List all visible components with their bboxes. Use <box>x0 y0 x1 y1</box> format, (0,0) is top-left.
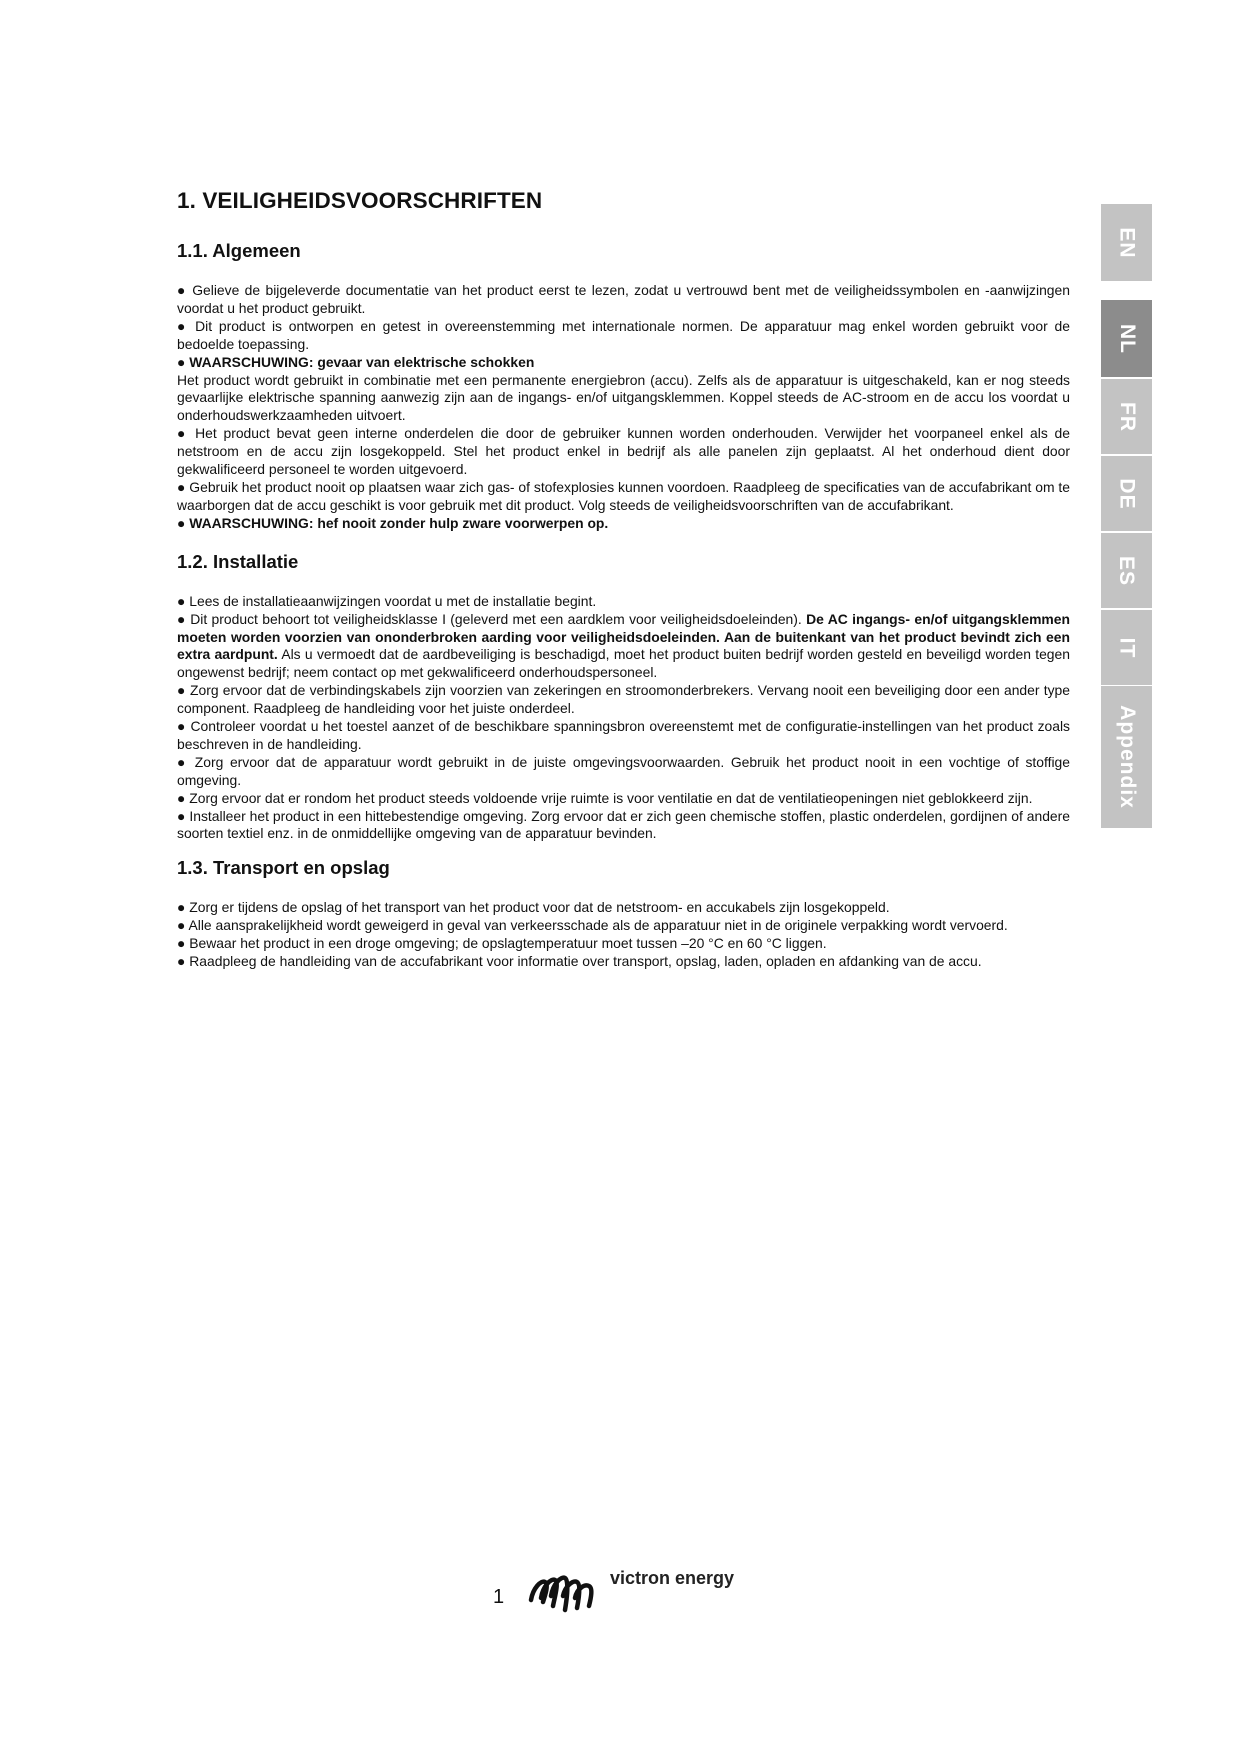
tab-label: Appendix <box>1115 705 1139 809</box>
sections <box>177 240 1070 971</box>
text: ● Dit product is ontworpen en getest in overeenstemming met internationale normen. De apparatuur mag enkel worden gebruikt voor de bedoelde toepassing. <box>177 317 1070 352</box>
paragraph <box>177 354 1070 372</box>
text: ● Bewaar het product in een droge omgeving; de opslagtemperatuur moet tussen –20 °C en 60 °C liggen. <box>177 935 827 952</box>
text: ● Raadpleeg de handleiding van de accufabrikant voor informatie over transport, opslag, laden, opladen en afdanking van de accu. <box>177 953 982 970</box>
tab-label: EN <box>1115 226 1139 259</box>
paragraph <box>177 611 1070 683</box>
text: ● Zorg er tijdens de opslag of het transport van het product voor dat de netstroom- en accukabels zijn losgekoppeld. <box>177 899 890 916</box>
paragraph <box>177 718 1070 754</box>
victron-logo-icon <box>525 1566 605 1616</box>
section <box>177 551 1070 844</box>
text: ● Het product bevat geen interne onderdelen die door de gebruiker kunnen worden onderhouden. Verwijder het voorpaneel enkel als de netstroom en de accu zijn losgekoppeld. Stel het product enkel in bedrijf als alle panelen zijn geplaatst. Al het onderhoud dient door gekwalificeerd personeel te worden uitgevoerd. <box>177 425 1070 478</box>
tab-label: NL <box>1115 323 1139 354</box>
paragraph <box>177 425 1070 479</box>
text: ● Installeer het product in een hittebestendige omgeving. Zorg ervoor dat er zich geen chemische stoffen, plastic onderdelen, gordijnen of andere soorten textiel enz. in de onmiddellijke omgeving van de apparatuur bevinden. <box>177 807 1070 842</box>
paragraph <box>177 318 1070 354</box>
tab-es[interactable] <box>1101 533 1152 608</box>
text: ● Lees de installatieaanwijzingen voordat u met de installatie begint. <box>177 592 597 609</box>
paragraph <box>177 282 1070 318</box>
paragraph <box>177 479 1070 515</box>
paragraph <box>177 593 1070 611</box>
section-heading: 1.2. Installatie <box>177 550 299 572</box>
text: ● Zorg ervoor dat de apparatuur wordt gebruikt in de juiste omgevingsvoorwaarden. Gebruik het product nooit in een vochtige of stoffige omgeving. <box>177 753 1070 788</box>
text: Als u vermoedt dat de aardbeveiliging is beschadigd, moet het product buiten bedrijf worden gesteld en beveiligd worden tegen ongewenst bedrijf; neem contact op met gekwalificeerd onderhoudspersoneel. <box>177 646 1070 681</box>
text: ● Zorg ervoor dat de verbindingskabels zijn voorzien van zekeringen en stroomonderbrekers. Vervang nooit een beveiliging door een ander type component. Raadpleeg de handleiding voor het juiste onderdeel. <box>177 682 1070 717</box>
paragraph <box>177 515 1070 533</box>
page-content <box>177 188 1070 989</box>
text: ● Dit product behoort tot veiligheidsklasse I (geleverd met een aardklem voor veiligheidsdoeleinden). <box>177 610 807 627</box>
tab-it[interactable] <box>1101 610 1152 685</box>
paragraph <box>177 899 1070 917</box>
paragraph <box>177 754 1070 790</box>
tab-nl[interactable] <box>1101 300 1152 377</box>
section-heading: 1.3. Transport en opslag <box>177 857 390 879</box>
tab-label: IT <box>1115 637 1139 658</box>
tab-de[interactable] <box>1101 456 1152 531</box>
section-heading: 1.1. Algemeen <box>177 240 301 261</box>
section <box>177 857 1070 971</box>
bold-text: ● WAARSCHUWING: gevaar van elektrische schokken <box>177 353 535 370</box>
text: ● Zorg ervoor dat er rondom het product steeds voldoende vrije ruimte is voor ventilatie en dat de ventilatieopeningen niet geblokkeerd zijn. <box>177 789 1033 806</box>
brand-name: victron energy <box>610 1568 735 1588</box>
paragraph <box>177 953 1070 971</box>
page-number: 1 <box>493 1586 505 1608</box>
tab-label: DE <box>1115 477 1139 510</box>
section <box>177 240 1070 533</box>
bold-text: De AC ingangs- en/of uitgangsklemmen moeten worden voorzien van ononderbroken aarding voor veiligheidsdoeleinden. Aan de buitenkant van het product bevindt zich een extra aardpunt. <box>177 610 1070 663</box>
tab-appendix[interactable] <box>1101 686 1152 828</box>
bold-text: ● WAARSCHUWING: hef nooit zonder hulp zware voorwerpen op. <box>177 514 609 531</box>
text: ● Alle aansprakelijkheid wordt geweigerd in geval van verkeersschade als de apparatuur niet in de originele verpakking wordt vervoerd. <box>177 917 1008 934</box>
paragraph <box>177 917 1070 935</box>
page-title: 1. VEILIGHEIDSVOORSCHRIFTEN <box>177 188 543 213</box>
tab-fr[interactable] <box>1101 379 1152 454</box>
text: ● Gebruik het product nooit op plaatsen waar zich gas- of stofexplosies kunnen voordoen. Raadpleeg de specificaties van de accufabrikant om te waarborgen dat de accu geschikt is voor gebruik met dit product. Volg steeds de veiligheidsvoorschriften van de accufabrikant. <box>177 478 1070 513</box>
text: Het product wordt gebruikt in combinatie met een permanente energiebron (accu). Zelfs als de apparatuur is uitgeschakeld, kan er nog steeds gevaarlijke elektrische spanning aanwezig zijn aan de ingangs- en/of uitgangsklemmen. Koppel steeds de AC-stroom en de accu los voordat u onderhoudswerkzaamheden uitvoert. <box>177 371 1070 424</box>
tab-label: FR <box>1115 401 1139 432</box>
tab-en[interactable] <box>1101 204 1152 281</box>
tab-label: ES <box>1115 555 1139 586</box>
paragraph <box>177 682 1070 718</box>
text: ● Controleer voordat u het toestel aanzet of de beschikbare spanningsbron overeenstemt met de configuratie-instellingen van het product zoals beschreven in de handleiding. <box>177 718 1070 752</box>
paragraph <box>177 808 1070 844</box>
paragraph <box>177 935 1070 953</box>
paragraph <box>177 372 1070 426</box>
text: ● Gelieve de bijgeleverde documentatie van het product eerst te lezen, zodat u vertrouwd bent met de veiligheidssymbolen en -aanwijzingen voordat u het product gebruikt. <box>177 282 1070 316</box>
paragraph <box>177 790 1070 808</box>
